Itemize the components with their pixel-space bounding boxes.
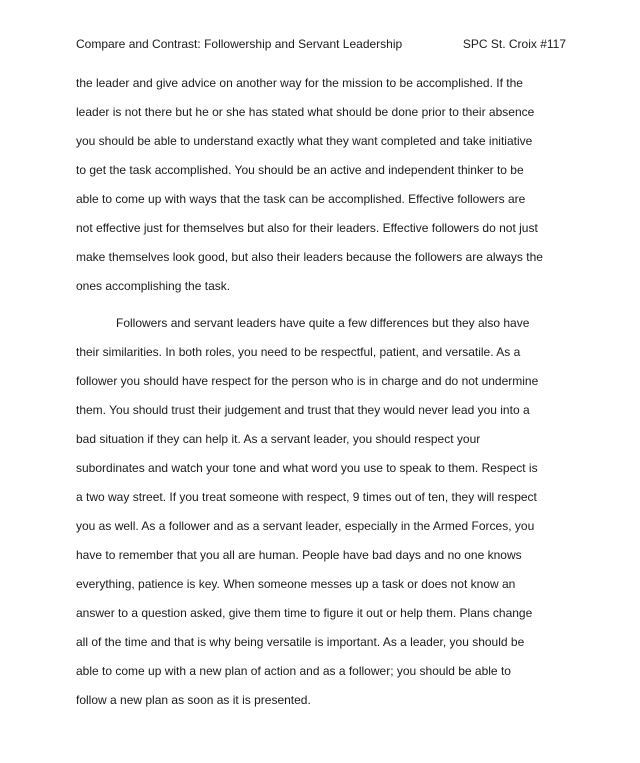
text-line: a two way street. If you treat someone with respect, 9 times out of ten, they will respect — [76, 490, 537, 504]
text-line: all of the time and that is why being versatile is important. As a leader, you should be — [76, 635, 525, 649]
paragraph-2 — [76, 309, 571, 715]
text-line: the leader and give advice on another way for the mission to be accomplished. If the — [76, 76, 523, 90]
text-line: to get the task accomplished. You should be an active and independent thinker to be — [76, 163, 524, 177]
document-body — [76, 69, 571, 715]
text-line: make themselves look good, but also their leaders because the followers are always the — [76, 250, 543, 264]
text-line: ones accomplishing the task. — [76, 279, 231, 293]
text-line: leader is not there but he or she has stated what should be done prior to their absence — [76, 105, 535, 119]
text-line: subordinates and watch your tone and what word you use to speak to them. Respect is — [76, 461, 538, 475]
text-line: their similarities. In both roles, you need to be respectful, patient, and versatile. As a — [76, 345, 521, 359]
text-line: you as well. As a follower and as a servant leader, especially in the Armed Forces, you — [76, 519, 535, 533]
text-line: answer to a question asked, give them time to figure it out or help them. Plans change — [76, 606, 533, 620]
text-line: them. You should trust their judgement and trust that they would never lead you into a — [76, 403, 530, 417]
text-line: bad situation if they can help it. As a servant leader, you should respect your — [76, 432, 481, 446]
text-line: Followers and servant leaders have quite a few differences but they also have — [76, 316, 530, 330]
text-line: not effective just for themselves but also for their leaders. Effective followers do not just — [76, 221, 538, 235]
header-page-label: SPC St. Croix #117 — [462, 37, 566, 51]
text-line: follower you should have respect for the person who is in charge and do not undermine — [76, 374, 539, 388]
text-line: everything, patience is key. When someone messes up a task or does not know an — [76, 577, 516, 591]
text-line: able to come up with ways that the task can be accomplished. Effective followers are — [76, 192, 526, 206]
text-line: able to come up with a new plan of action and as a follower; you should be able to — [76, 664, 511, 678]
paragraph-spacing — [76, 301, 571, 309]
text-line: follow a new plan as soon as it is presented. — [76, 693, 311, 707]
text-line: have to remember that you all are human. People have bad days and no one knows — [76, 548, 522, 562]
header-title: Compare and Contrast: Followership and Servant Leadership — [76, 37, 403, 51]
paragraph-1 — [76, 69, 571, 301]
text-line: you should be able to understand exactly what they want completed and take initiative — [76, 134, 533, 148]
running-header — [76, 36, 566, 52]
